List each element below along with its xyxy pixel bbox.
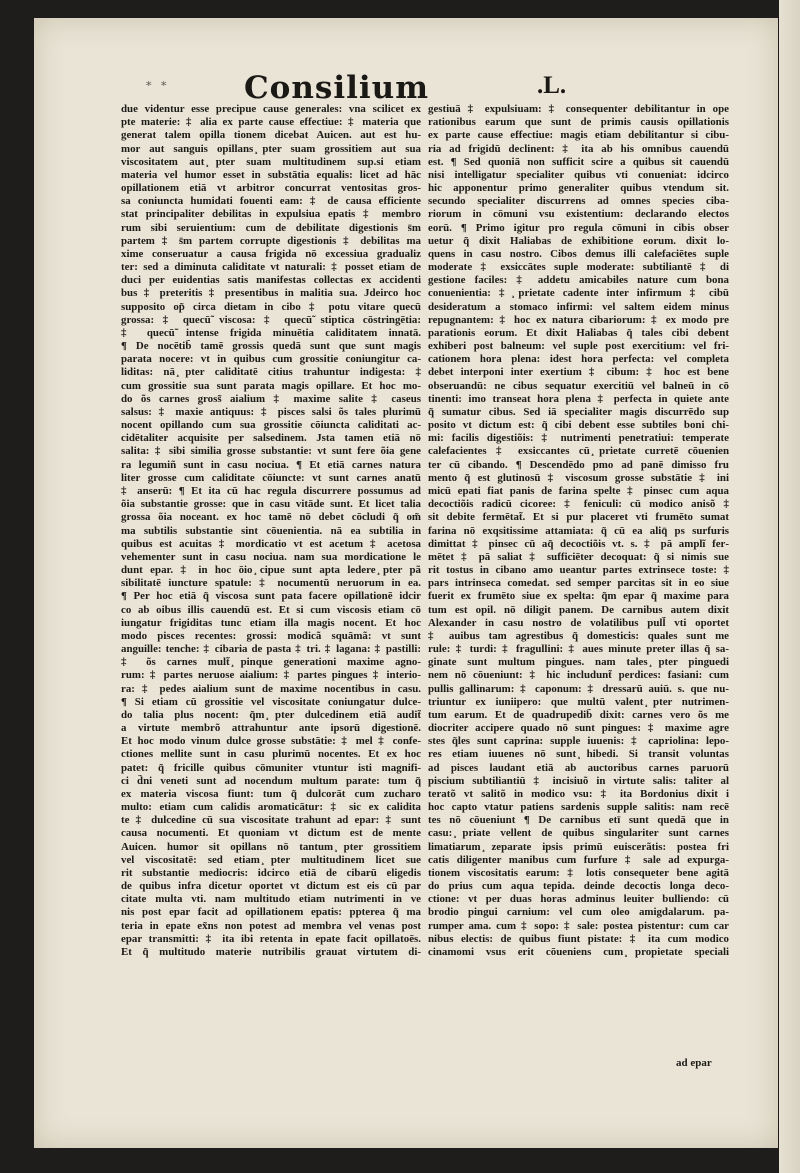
text-line: anguille: tenche: ‡ cibaria de pasta ‡ tri. ‡ lagana: ‡ pastilli: [121, 643, 421, 656]
text-line: do prius cum aqua tepida. deinde decoctis longa deco‑ [428, 880, 729, 893]
text-line: brodio pingui carnium: vel cum oleo amigdalarum. pa‑ [428, 906, 729, 919]
text-line: patet: q̃ fricille quibus cōmuniter vtuntur isti magnifi‑ [121, 761, 421, 774]
text-line: cum grossitie sua sunt parata magis opillare. Et hoc mo‑ [121, 379, 421, 392]
text-line: catis diligenter manibus cum furfure ‡ sale ad expurga‑ [428, 853, 729, 866]
text-line: obseruandū: ne cibus sequatur exercitiū vel balneū in cō [428, 379, 729, 392]
text-line: sibilitatē iuncture spatule: ‡ nocumentū neruorum in ea. [121, 577, 421, 590]
text-line: ter: sed a diminuta caliditate vt naturali: ‡ posset etiam de [121, 261, 421, 274]
text-line: riorum in cōmuni vsu existentium: declarando electos [428, 208, 729, 221]
text-line: ci d̃ni veneti sunt ad nocendum multum parate: tum q̃ [121, 774, 421, 787]
facing-page-edge [779, 0, 800, 1173]
text-line: due videntur esse precipue cause generales: vna scilicet ex [121, 103, 421, 115]
text-line: rule: ‡ turdi: ‡ fragullini: ‡ aues minute preter illas q̃ sa‑ [428, 643, 729, 656]
text-line: ‡ anserū: ¶ Et ita cū hac regula discurrere possumus ad [121, 484, 421, 497]
text-line: liditas: nā ̧pter caliditatē citius trahuntur indigesta: ‡ [121, 366, 421, 379]
running-head-title: Consilium [244, 70, 430, 106]
text-line: epar transmitti: ‡ ita ibi retenta in epate facit opillatoēs. [121, 932, 421, 945]
text-line: hoc capto vtatur patiens sardenis supple salitis: nam recē [428, 801, 729, 814]
text-line: micū epati fiat panis de farina spelte ‡ pinsec cum aqua [428, 484, 729, 497]
text-line: bus ‡ preteritis ‡ presentibus in malitia sua. Jdeirco hoc [121, 287, 421, 300]
text-line: desideratum a stomaco infirmi: vel saltem eidem minus [428, 300, 729, 313]
text-line: causa nocumenti. Et quoniam vt dictum est de mente [121, 827, 421, 840]
text-line: co ab oibus illis cauendū est. Et si cum viscosis etiam cō [121, 603, 421, 616]
text-line: tum est opil. nō diligit panem. De carnibus autem dixit [428, 603, 729, 616]
text-line: tes nō cōueniunt ¶ De carnibus etī sunt quedā que in [428, 814, 729, 827]
text-line: ter cū cibando. ¶ Descendēdo pmo ad panē dimisso fru [428, 458, 729, 471]
text-line: ra: ‡ pedes aialium sunt de maxime nocentibus in casu. [121, 682, 421, 695]
text-line: rit substantie mediocris: idcirco etiā de cibarū eligedis [121, 866, 421, 879]
text-line: conuenientia: ‡ ̧prietate cadente inter infirmum ‡ cibū [428, 287, 729, 300]
text-line: secundo specialiter discurrens ad omnes species ciba‑ [428, 195, 729, 208]
text-line: õia substantie grosse: que in casu vitāde sunt. Et licet talia [121, 498, 421, 511]
text-line: gestione faciles: ‡ addetu amicabiles nature cum bona [428, 274, 729, 287]
text-line: viscositatem aut ̧pter suam multitudinem sup.si etiam [121, 155, 421, 168]
text-line: rum: ‡ partes neruose aialium: ‡ partes pingues ‡ interio‑ [121, 669, 421, 682]
text-line: ra legumiñ sunt in casu nociua. ¶ Et etiā carnes natura [121, 458, 421, 471]
text-line: farina nō exqsitissime attamiata: q̃ cū ea aliq̄ ps surfuris [428, 524, 729, 537]
text-line: rit tostus in cibano amo ueantur partes extrinsece toste: ‡ [428, 564, 729, 577]
text-line: pte materie: ‡ alia ex parte cause effectiue: ‡ materia que [121, 116, 421, 129]
text-line: ex parte cause effectiue: magis etiam debilitantur si cibu‑ [428, 129, 729, 142]
text-line: hic apponentur primo generaliter quibus vtendum sit. [428, 182, 729, 195]
printer-mark: ∗ ∗ [145, 77, 170, 90]
text-line: nis post epar facit ad opillationem epatis: ppterea q̃ ma [121, 906, 421, 919]
text-line: a virtute membrõ attrahuntur ante ipsorū digestionē. [121, 722, 421, 735]
text-line: nibus electis: de quibus fiunt pistate: ‡ ita cum modico [428, 932, 729, 945]
text-line: xime conseruatur a causa frigida nō excessiua gradualiz [121, 247, 421, 260]
text-line: sa coniuncta humidati fouenti eam: ‡ de causa efficiente [121, 195, 421, 208]
text-line: diocriter accipere quado nō sunt pingues: ‡ maxime agre [428, 722, 729, 735]
text-line: salita: ‡ sibi similia grosse substantie: vt sunt fere õia gene [121, 445, 421, 458]
text-line: mento q̃ est glutinosū ‡ viscosum grosse substātie ‡ ini [428, 471, 729, 484]
text-line: materia vel humor esset in substātia equalis: licet ad hāc [121, 168, 421, 181]
catchword: ad epar [676, 1057, 712, 1069]
text-line: ¶ Si etiam cū grossitie vel viscositate coniungatur dulce‑ [121, 695, 421, 708]
text-line: grossa: ‡ quecū̃ viscosa: ‡ quecū̃ stiptica cōstringētia: [121, 313, 421, 326]
text-line: ‡ õs carnes mult̃ ̧pinque generationi maxime agno‑ [121, 656, 421, 669]
text-line: tum earum. Et de quadrupedib̃ dixit: carnes vero õs me [428, 708, 729, 721]
text-line: pullis gallinarum: ‡ caponum: ‡ dressarū auiū. s. que nu‑ [428, 682, 729, 695]
text-line: calefacientes ‡ exsiccantes cū ̧prietate curretē cōuenien [428, 445, 729, 458]
text-line: tionem viscositatis earum: ‡ lotis consequeter bene agitā [428, 866, 729, 879]
text-line: limatiarum ̧zeparate ipsis primū euiscerãtis: postea fri [428, 840, 729, 853]
text-line: grossa õia noceant. ex hoc tamē nō debet cōcludi q̃ om̃ [121, 511, 421, 524]
text-line: ad pisces laudant etiā ab auctoribus carnes paruorū [428, 761, 729, 774]
text-line: liter grosse cum caliditate cōiuncte: vt sunt carnes anatū [121, 471, 421, 484]
text-line: iungatur frigiditas tunc etiam illa magis nocent. Et hoc [121, 616, 421, 629]
text-line: dimittat ‡ pinsec cū aq̃ decoctiõis vt. s. ‡ pā amplĩ fer‑ [428, 537, 729, 550]
text-line: ‡ quecū̃ intense frigida minuētia caliditatem innatā. [121, 326, 421, 339]
text-line: mi: facilis digestiõis: ‡ nutrimenti penetratiui: temperate [428, 432, 729, 445]
text-line: eorū. ¶ Primo igitur pro regula cōmuni in cibis obser [428, 221, 729, 234]
text-line: repugnantem: ‡ hoc ex natura cibariorum: ‡ ex modo pre [428, 313, 729, 326]
text-line: dunt epar. ‡ in hoc ōio ̧cipue sunt apta ledere ̧pter pã [121, 564, 421, 577]
text-line: rumper ama. cum ‡ sopo: ‡ sale: postea pistentur: cum car [428, 919, 729, 932]
text-line: ex materia viscosa fiunt: tum q̃ dulcorāt cum zucharo [121, 787, 421, 800]
text-line: ria ad frigidū declinent: ‡ ita ab his omnibus cauendū [428, 142, 729, 155]
text-column-right [428, 103, 729, 959]
text-line: moderate ‡ exsiccātes suple moderate: subtiliantē ‡ di [428, 261, 729, 274]
text-line: do õs carnes gross̃ aialium ‡ maxime salite ‡ caseus [121, 392, 421, 405]
text-line: de quibus infra dicetur oportet vt dictum est eis cū par [121, 880, 421, 893]
text-line: duci per euidentias satis manifestas collectas ex accidenti [121, 274, 421, 287]
text-line: cationem hora plena: idest hora perfecta: vel completa [428, 353, 729, 366]
text-line: tinenti: imo transeat hora plena ‡ perfecta in quiete ante [428, 392, 729, 405]
text-line: pars intrinseca comedat. sed semper parcitas sit in eo siue [428, 577, 729, 590]
text-line: piscium subtiliantiū ‡ incisiuõ in virtute salis: taliter al [428, 774, 729, 787]
text-line: Auicen. humor sit opillans nō tantum ̧pter grossitiem [121, 840, 421, 853]
text-line: mor aut sanguis opillans ̧pter suam grossitiem aut sua [121, 142, 421, 155]
text-line: Et q̃ multitudo materie nutribilis grauat virtutem di‑ [121, 946, 421, 958]
text-line: nem nō cōueniunt: ‡ hic includunt̃ perdices: fasiani: cum [428, 669, 729, 682]
text-line: quens in casu nostro. Cibos demus illi calefaciētes suple [428, 247, 729, 260]
text-line: teratõ vt salitõ in modico vsu: ‡ ita Bordonius dixit i [428, 787, 729, 800]
text-line: ctiones mellite sunt in casu plurimū nocentes. Et ex hoc [121, 748, 421, 761]
text-line: quibus est acuitas ‡ mordicatio vt est acetum ‡ acetosa [121, 537, 421, 550]
text-line: gestiuā ‡ expulsiuam: ‡ consequenter debilitantur in ope [428, 103, 729, 115]
text-line: generat talem opilla tionem dicebat Auicen. aut est hu‑ [121, 129, 421, 142]
text-line: q̃ sumatur cibus. Sed iā specialiter magis discurrēdo sup [428, 405, 729, 418]
text-line: sit debite fermētat̃. Et si pur placeret vti frumēto sumat [428, 511, 729, 524]
text-line: est. ¶ Sed quoniā non sufficit scire a quibus sit cauendū [428, 155, 729, 168]
text-line: posito vt dictum est: q̃ cibi debent esse subtiles boni chi‑ [428, 419, 729, 432]
text-line: te ‡ dulcedine cū sua viscositate trahunt ad epar: ‡ sunt [121, 814, 421, 827]
text-line: ‡ auibus tam agrestibus q̃ domesticis: quales sunt me [428, 629, 729, 642]
text-line: uetur q̃ dixit Haliabas de exhibitione eorum. dixit lo‑ [428, 234, 729, 247]
text-line: vel viscositatē: sed etiam ̧pter multitudinem licet sue [121, 853, 421, 866]
text-line: ¶ Per hoc etiā q̃ viscosa sunt pata facere opillationē idcir [121, 590, 421, 603]
text-column-left [121, 103, 421, 959]
text-line: ctione: vt per duas horas adminus leuiter bulliendo: cū [428, 893, 729, 906]
text-line: modo pisces recentes: grossi: modicã squāmã: vt sunt [121, 629, 421, 642]
text-line: cidētaliter acquisite per salsedinem. Jsta tamen etiā nō [121, 432, 421, 445]
text-line: ¶ De nocētib̃ tamē grossis quedā sunt que sunt magis [121, 340, 421, 353]
text-line: mētet ‡ pā saliat ‡ sufficiēter decoquat: q̃ si nimis sue [428, 550, 729, 563]
text-line: casu: ̧priate vellent de quibus singulariter sunt carnes [428, 827, 729, 840]
text-line: teria in epate ex̃ns non potest ad membra vel venas post [121, 919, 421, 932]
text-line: parata nocere: vt in quibus cum grossitie coniungitur ca‑ [121, 353, 421, 366]
text-line: exhiberi post balneum: vel suple post exercitium: vel fri‑ [428, 340, 729, 353]
text-line: Et hoc modo vinum dulce grosse substātie: ‡ mel ‡ confe‑ [121, 735, 421, 748]
text-line: res etiam iuuenes nō sunt ̧hibedi. Si transit voluntas [428, 748, 729, 761]
text-line: rationibus earum que sunt de primis causis opillationis [428, 116, 729, 129]
text-line: nocent opillando cum sua grossitie cōiuncta caliditati ac‑ [121, 419, 421, 432]
text-line: salsus: ‡ maxie antiquus: ‡ pisces salsi õs tales plurimū [121, 405, 421, 418]
text-line: ma subtilis substantie sint cōuenientia. nā ea subtilia in [121, 524, 421, 537]
text-line: ginate sunt multum pingues. nam tales ̧pter pinguedi [428, 656, 729, 669]
text-line: vehementer sunt in casu nociua. nam sua mordicatione le [121, 550, 421, 563]
folio-number: .L. [537, 72, 567, 99]
text-line: decoctiõis radicū cicoree: ‡ feniculi: cū modico anisõ ‡ [428, 498, 729, 511]
text-line: Alexander in casu nostro de volatilibus pull̃ vti oportet [428, 616, 729, 629]
text-line: debet interponi inter exertium ‡ cibum: ‡ hoc est bene [428, 366, 729, 379]
text-line: supposito op̃ circa dietam in cibo ‡ potu vitare quecū̃ [121, 300, 421, 313]
text-line: triuntur ex iuniipero: que multū valent ̧pter nutrimen‑ [428, 695, 729, 708]
text-line: citate multa vti. nam multitudo etiam nutrimenti in ve [121, 893, 421, 906]
text-line: do talia plus nocent: q̃m ̧pter dulcedinem etiā audit̃ [121, 708, 421, 721]
text-line: cinamomi vsus erit cōueniens cum ̧propietate speciali [428, 946, 729, 958]
text-line: stat principaliter debilitas in expulsiua epatis ‡ membro [121, 208, 421, 221]
text-line: fuerit ex frumēto siue ex spelta: q̃m epar q̃ maxime para [428, 590, 729, 603]
text-line: parationis eorum. Et dixit Haliabas q̃ tales cibi debent [428, 326, 729, 339]
text-line: rum sibi seruientium: cum de debilitate digestionis s̄m [121, 221, 421, 234]
text-line: nisi intelligatur specialiter quibus vti conueniat: idcirco [428, 168, 729, 181]
text-line: partem ‡ s̄m partem corrupte digestionis ‡ debilitas ma [121, 234, 421, 247]
text-line: opillationem etiā vt arbitror concurrat ventositas gros‑ [121, 182, 421, 195]
text-line: multo: etiam cum calidis aromaticātur: ‡ sic ex calidita [121, 801, 421, 814]
text-line: stes q̃les sunt caprina: supple iuuenis: ‡ capriolina: lepo‑ [428, 735, 729, 748]
